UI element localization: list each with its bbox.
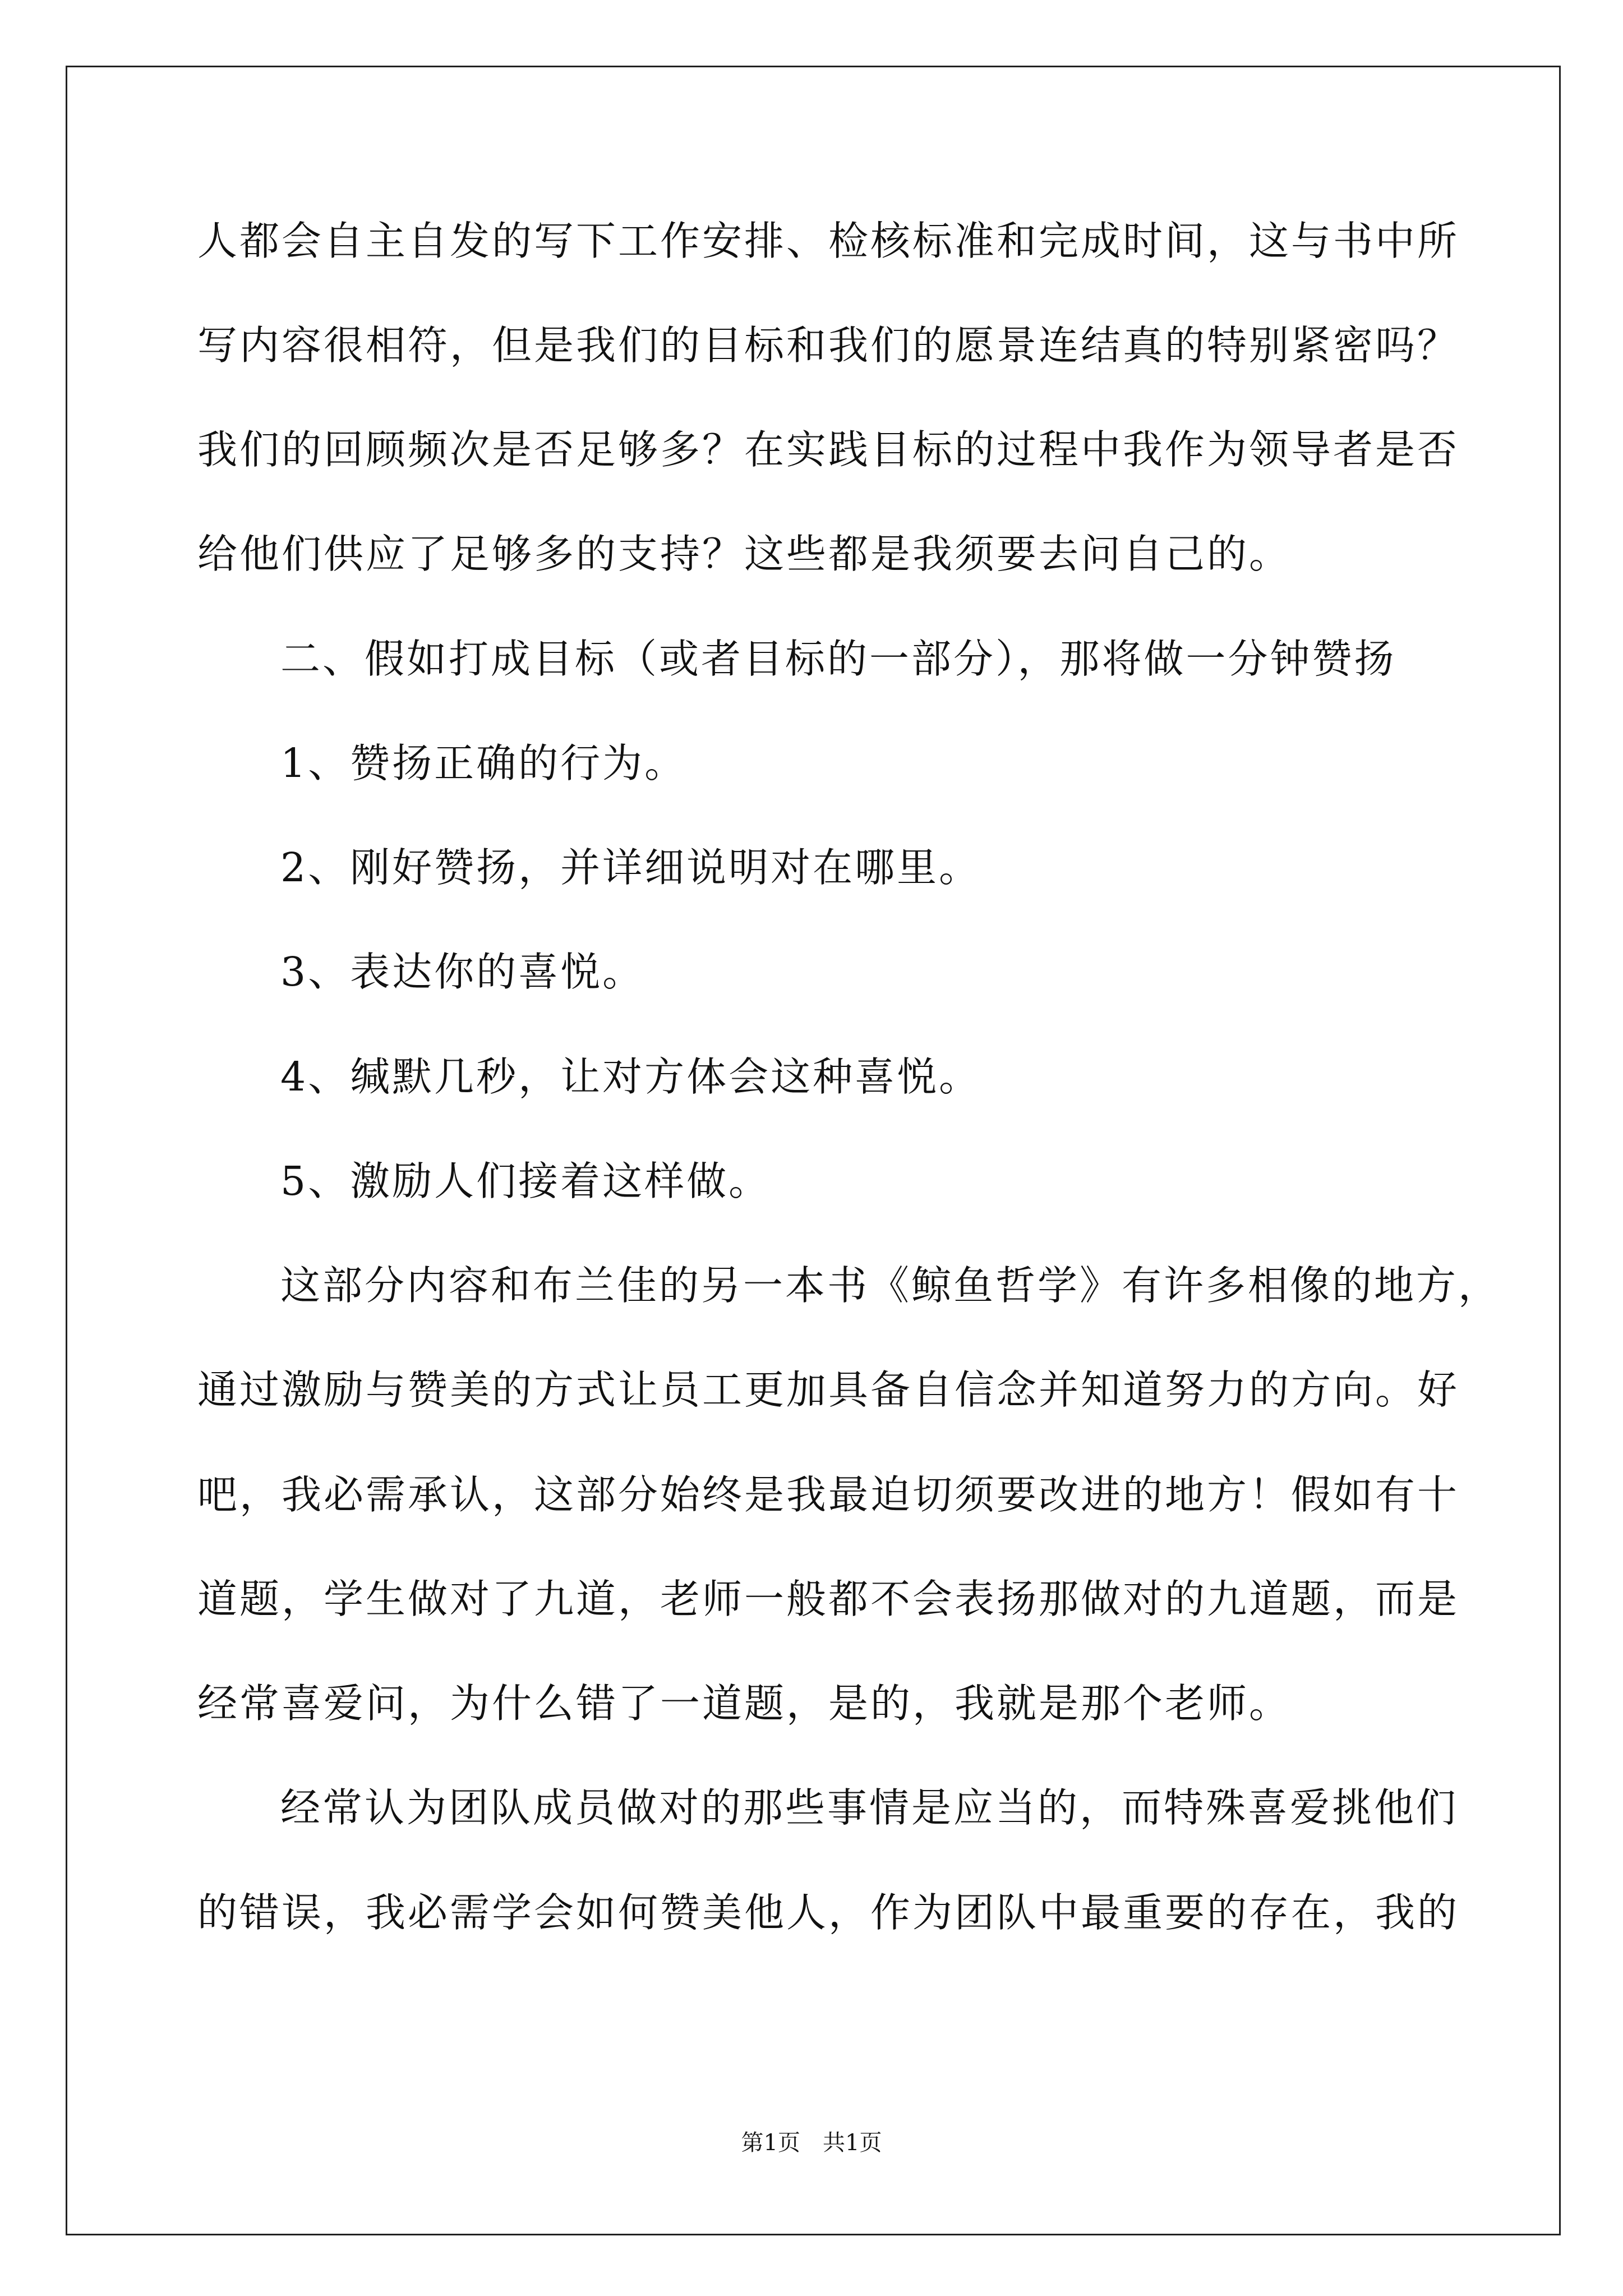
section-heading: 二、假如打成目标（或者目标的一部分），那将做一分钟赞扬 — [280, 636, 1396, 682]
paragraph-line: 给他们供应了足够多的支持？这些都是我须要去问自己的。 — [197, 531, 1292, 577]
page-footer: 第1页 共1页 — [741, 2130, 882, 2156]
list-item: 3、表达你的喜悦。 — [280, 949, 645, 995]
paragraph-line: 经常认为团队成员做对的那些事情是应当的，而特殊喜爱挑他们 — [280, 1784, 1459, 1831]
paragraph-line: 经常喜爱问，为什么错了一道题，是的，我就是那个老师。 — [197, 1680, 1292, 1727]
paragraph-line: 这部分内容和布兰佳的另一本书《鲸鱼哲学》有许多相像的地方， — [280, 1262, 1501, 1309]
list-item: 5、激励人们接着这样做。 — [280, 1158, 771, 1204]
paragraph-line: 通过激励与赞美的方式让员工更加具备自信念并知道努力的方向。好 — [197, 1366, 1460, 1413]
list-item: 1、赞扬正确的行为。 — [280, 740, 687, 786]
list-item: 4、缄默几秒，让对方体会这种喜悦。 — [280, 1053, 981, 1100]
list-item: 2、刚好赞扬，并详细说明对在哪里。 — [280, 844, 981, 891]
paragraph-line: 写内容很相符，但是我们的目标和我们的愿景连结真的特别紧密吗？ — [197, 322, 1460, 369]
paragraph-line: 人都会自主自发的写下工作安排、检核标准和完成时间，这与书中所 — [197, 218, 1460, 264]
paragraph-line: 道题，学生做对了九道，老师一般都不会表扬那做对的九道题，而是 — [197, 1576, 1460, 1622]
paragraph-line: 我们的回顾频次是否足够多？在实践目标的过程中我作为领导者是否 — [197, 426, 1460, 473]
paragraph-line: 的错误，我必需学会如何赞美他人，作为团队中最重要的存在，我的 — [197, 1889, 1460, 1936]
paragraph-line: 吧，我必需承认，这部分始终是我最迫切须要改进的地方！假如有十 — [197, 1471, 1460, 1518]
